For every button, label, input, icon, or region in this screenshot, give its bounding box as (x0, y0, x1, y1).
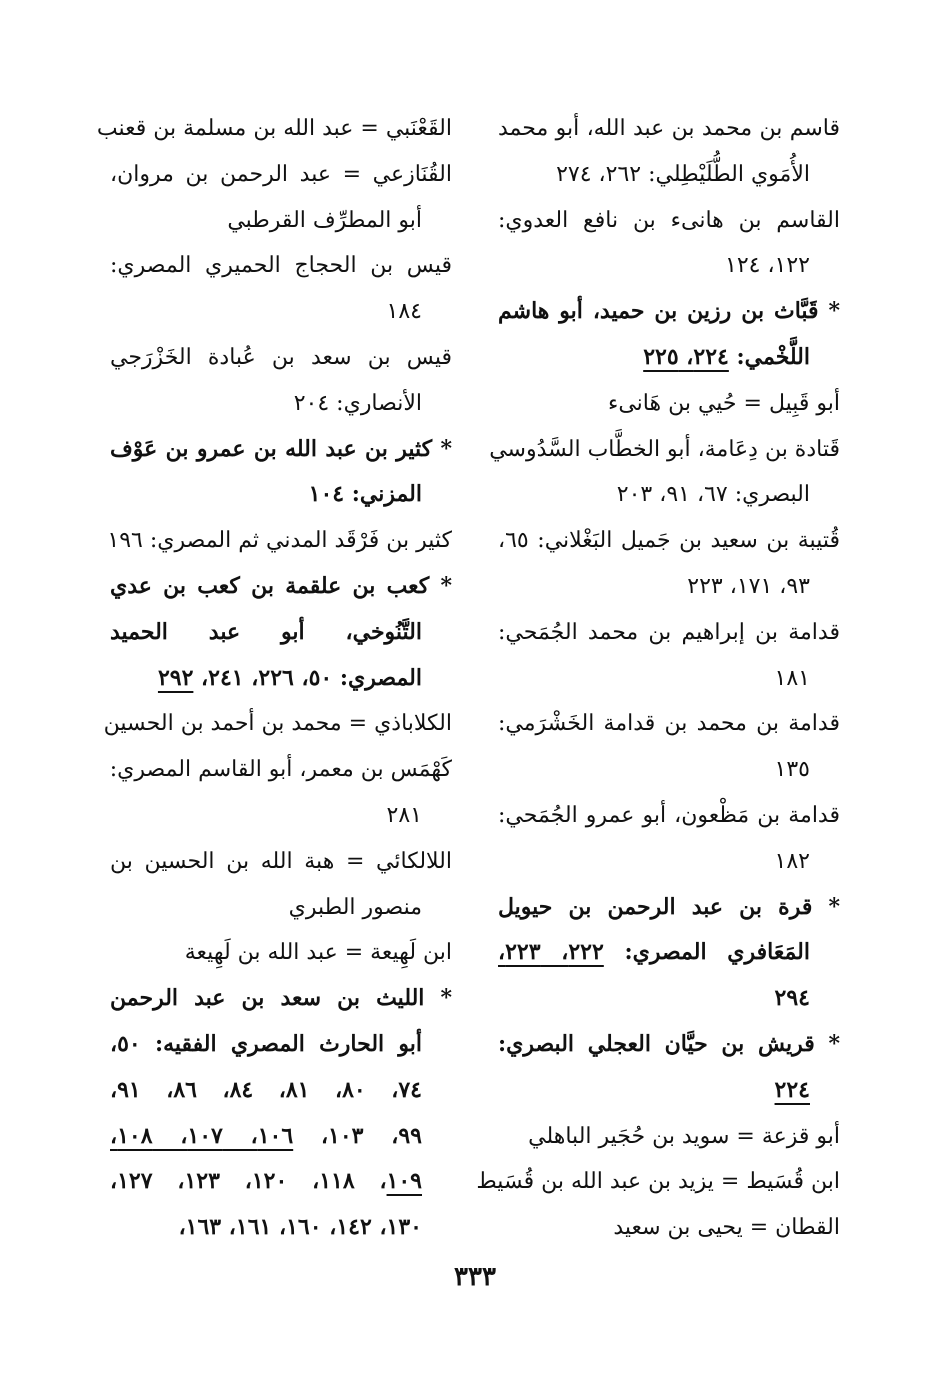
entry-heading: * قرة بن عبد الرحمن بن حيويل (498, 893, 840, 920)
entry-heading: اللالكائي = هبة الله بن الحسين بن (110, 848, 452, 874)
index-entry (110, 427, 452, 519)
entry-continuation: أبو الحارث المصري الفقيه: ٥٠، (110, 1030, 422, 1057)
entry-continuation: ١٨٤ (386, 299, 422, 325)
index-entry (476, 1159, 840, 1205)
entry-continuation: المَعَافري المصري: ٢٢٢، ٢٢٣، (498, 939, 811, 966)
index-entry (498, 1205, 840, 1251)
entry-continuation: ٧٤، ٨٠، ٨١، ٨٤، ٨٦، ٩١، (110, 1076, 422, 1103)
left-column (96, 106, 452, 1251)
entry-heading: أبو قزعة = سويد بن حُجَير الباهلي (528, 1123, 840, 1149)
entry-heading: القُنَازعي = عبد الرحمن بن مروان، (110, 161, 452, 187)
index-entry (498, 198, 840, 290)
underlined-page-ref: ٢٢٢، ٢٢٣، (498, 939, 604, 966)
entry-continuation: أبو المطرِّف القرطبي (227, 207, 422, 233)
entry-continuation: ٩٣، ١٧١، ٢٢٣ (687, 573, 810, 599)
index-entry (498, 289, 840, 381)
entry-continuation: الأُمَوي الطُّلَيْطِلي: ٢٦٢، ٢٧٤ (556, 161, 810, 187)
entry-continuation: البصري: ٦٧، ٩١، ٢٠٣ (616, 482, 810, 508)
entry-heading: كَهْمَس بن معمر، أبو القاسم المصري: (109, 757, 452, 783)
entry-heading: * كعب بن علقمة بن كعب بن عدي (110, 572, 452, 599)
underlined-page-ref: ١٠٩ (386, 1168, 422, 1195)
entry-continuation: اللَّخْمي: ٢٢٤، ٢٢٥ (643, 343, 810, 370)
entry-continuation: ٢٨١ (386, 802, 422, 828)
entry-continuation: ١٨١ (774, 665, 810, 691)
entry-continuation: ٩٩، ١٠٣، ١٠٦، ١٠٧، ١٠٨، (110, 1122, 422, 1149)
entry-continuation: ١٣٥ (774, 757, 810, 783)
index-entry (110, 152, 452, 244)
underlined-page-ref: ٢٢٤ (774, 1076, 810, 1103)
underlined-page-ref: ١٠٦، ١٠٧، ١٠٨، (110, 1122, 294, 1149)
index-entry (498, 106, 840, 198)
entry-continuation: الأنصاري: ٢٠٤ (293, 390, 422, 416)
index-entry (498, 1114, 840, 1160)
entry-heading: القاسم بن هانىء بن نافع العدوي: (498, 207, 840, 233)
index-entry (110, 243, 452, 335)
index-entry (498, 885, 840, 1022)
entry-heading: قيس بن سعد بن عُبادة الخَزْرَجي (110, 344, 452, 370)
index-entry (107, 518, 452, 564)
entry-continuation: ١٢٢، ١٢٤ (725, 253, 810, 279)
entry-heading: * قريش بن حيَّان العجلي البصري: (498, 1030, 840, 1057)
entry-heading: قاسم بن محمد بن عبد الله، أبو محمد (498, 116, 840, 141)
entry-heading: قُتيبة بن سعيد بن جَميل البَغْلاني: ٦٥، (498, 528, 840, 554)
index-entry (110, 564, 452, 701)
entry-heading: قدامة بن محمد بن قدامة الخَشْرَمي: (498, 711, 840, 737)
entry-heading: قدامة بن إبراهيم بن محمد الجُمَحي: (498, 619, 840, 645)
index-entry (498, 793, 840, 885)
entry-heading: كثير بن فَرْقَد المدني ثم المصري: ١٩٦ (107, 528, 452, 554)
entry-continuation (498, 1068, 840, 1114)
entry-heading: * كثير بن عبد الله بن عمرو بن عَوْف (110, 435, 452, 462)
index-entry (110, 976, 452, 1251)
index-entry (103, 701, 452, 747)
entry-heading: الكلاباذي = محمد بن أحمد بن الحسين (103, 711, 452, 737)
entry-heading: * قَبَّاث بن رزين بن حميد، أبو هاشم (498, 298, 840, 325)
entry-heading: القطان = يحيى بن سعيد (613, 1215, 840, 1241)
entry-continuation: منصور الطبري (288, 894, 422, 920)
entry-continuation: ١٨٢ (774, 848, 810, 874)
index-entry (110, 930, 452, 976)
right-column (476, 106, 840, 1251)
index-entry (110, 335, 452, 427)
entry-heading: أبو قَبِيل = حُيي بن هَانىء (607, 390, 840, 416)
entry-continuation: المصري: ٥٠، ٢٢٦، ٢٤١، ٢٩٢ (157, 664, 422, 691)
index-entry (110, 747, 452, 839)
index-entry (96, 106, 452, 152)
entry-heading: ابن لَهِيعة = عبد الله بن لَهِيعة (184, 940, 452, 966)
index-entry (498, 610, 840, 702)
entry-heading: قَتادة بن دِعَامة، أبو الخطَّاب السَّدُوسي (489, 436, 840, 462)
index-entry (498, 1022, 840, 1114)
index-entry (498, 381, 840, 427)
entry-continuation: المزني: ١٠٤ (308, 481, 422, 508)
index-entry (498, 701, 840, 793)
index-entry (489, 427, 840, 519)
entry-heading: قيس بن الحجاج الحميري المصري: (110, 253, 452, 279)
entry-heading: قدامة بن مَظْعون، أبو عمرو الجُمَحي: (498, 802, 840, 828)
underlined-page-ref: ٢٢٤، ٢٢٥ (643, 343, 729, 370)
index-entry (498, 518, 840, 610)
entry-continuation: التَّنُوخي، أبو عبد الحميد (110, 618, 422, 645)
entry-continuation: ١٠٩، ١١٨، ١٢٠، ١٢٣، ١٢٧، (110, 1168, 422, 1195)
page-number: ٣٣٣ (454, 1262, 496, 1292)
entry-continuation: ٢٩٤ (774, 985, 810, 1012)
entry-heading: ابن قُسَيط = يزيد بن عبد الله بن قُسَيط (476, 1169, 840, 1195)
entry-continuation: ١٣٠، ١٤٢، ١٦٠، ١٦١، ١٦٣، (178, 1214, 422, 1241)
entry-heading: * الليث بن سعد بن عبد الرحمن (110, 985, 452, 1012)
underlined-page-ref: ٢٩٢ (157, 664, 194, 691)
entry-heading: القَعْنَبي = عبد الله بن مسلمة بن قعنب (96, 116, 452, 141)
index-entry (110, 839, 452, 931)
